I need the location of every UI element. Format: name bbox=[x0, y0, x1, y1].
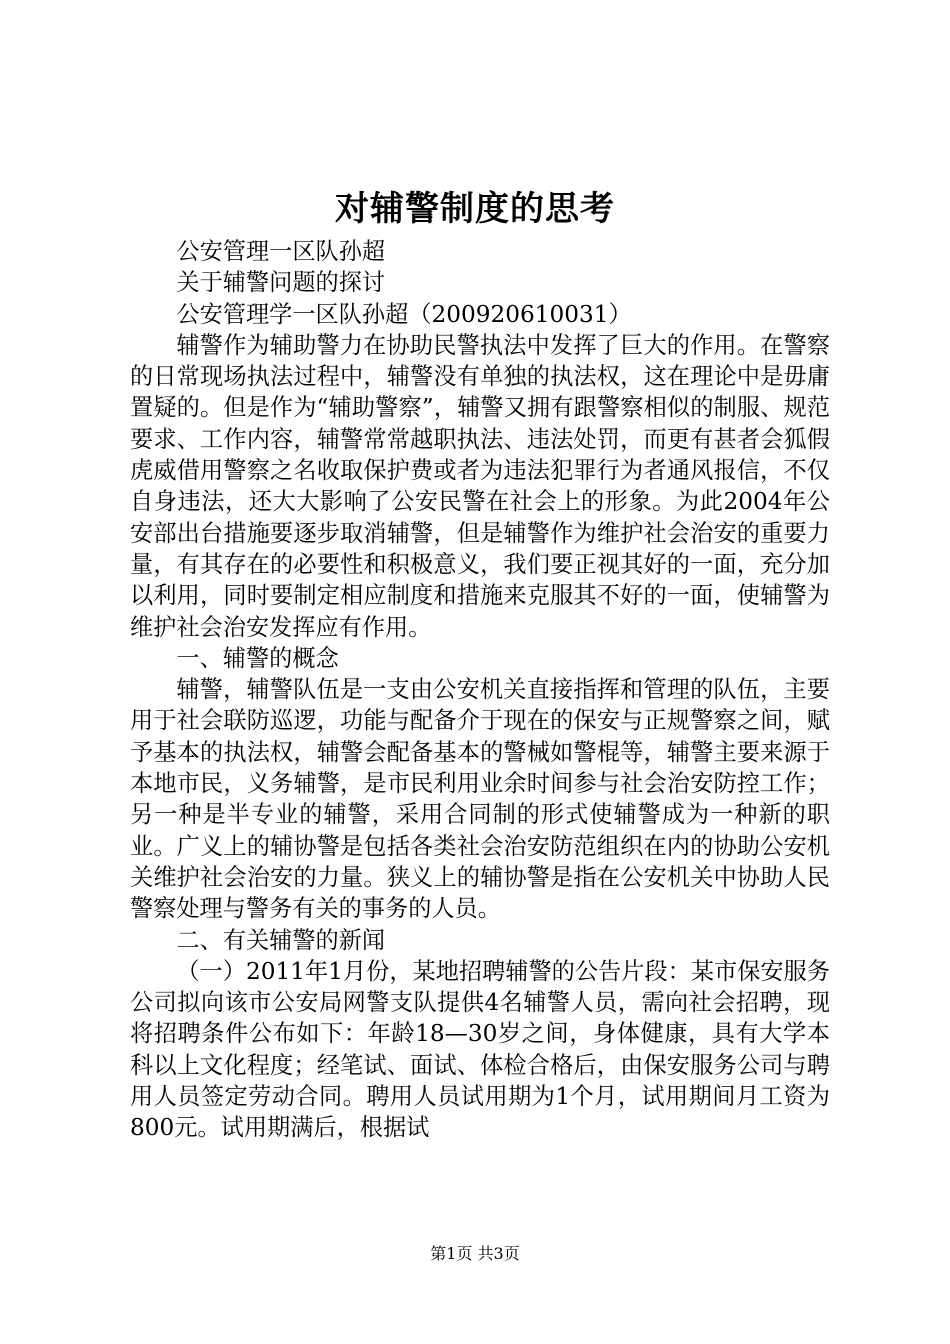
document-title: 对辅警制度的思考 bbox=[335, 189, 615, 229]
section-heading: 一、辅警的概念 bbox=[176, 644, 339, 672]
body-paragraph: （一）2011年1月份，某地招聘辅警的公告片段：某市保安服务公司拟向该市公安局网警支队提供4名辅警人员，需向社会招聘，现将招聘条件公布如下：年龄18—30岁之间，身体健康，具有大学本科以上文化程度；经笔试、面试、体检合格后，由保安服务公司与聘用人员签定劳动合同。聘用人员试用期为1个月，试用期间月工资为800元。试用期满后，根据试 bbox=[130, 957, 830, 1142]
page-footer: 第1页 共3页 bbox=[430, 1244, 520, 1263]
author-id-line: 公安管理学一区队孙超（200920610031） bbox=[176, 300, 632, 328]
document-body bbox=[130, 236, 830, 1144]
author-line: 公安管理一区队孙超 bbox=[176, 238, 386, 265]
subtitle-line: 关于辅警问题的探讨 bbox=[176, 269, 386, 297]
section-heading: 二、有关辅警的新闻 bbox=[176, 926, 386, 954]
body-paragraph: 辅警作为辅助警力在协助民警执法中发挥了巨大的作用。在警察的日常现场执法过程中，辅警没有单独的执法权，这在理论中是毋庸置疑的。但是作为“辅助警察”，辅警又拥有跟警察相似的制服、规范要求、工作内容，辅警常常越职执法、违法处罚，而更有甚者会狐假虎威借用警察之名收取保护费或者为违法犯罪行为者通风报信，不仅自身违法，还大大影响了公安民警在社会上的形象。为此2004年公安部出台措施要逐步取消辅警，但是辅警作为维护社会治安的重要力量，有其存在的必要性和积极意义，我们要正视其好的一面，充分加以利用，同时要制定相应制度和措施来克服其不好的一面，使辅警为维护社会治安发挥应有作用。 bbox=[130, 331, 830, 641]
body-paragraph: 辅警，辅警队伍是一支由公安机关直接指挥和管理的队伍，主要用于社会联防巡逻，功能与配备介于现在的保安与正规警察之间，赋予基本的执法权，辅警会配备基本的警械如警棍等，辅警主要来源于本地市民，义务辅警，是市民利用业余时间参与社会治安防控工作；另一种是半专业的辅警，采用合同制的形式使辅警成为一种新的职业。广义上的辅协警是包括各类社会治安防范组织在内的协助公安机关维护社会治安的力量。狭义上的辅协警是指在公安机关中协助人民警察处理与警务有关的事务的人员。 bbox=[130, 676, 830, 923]
